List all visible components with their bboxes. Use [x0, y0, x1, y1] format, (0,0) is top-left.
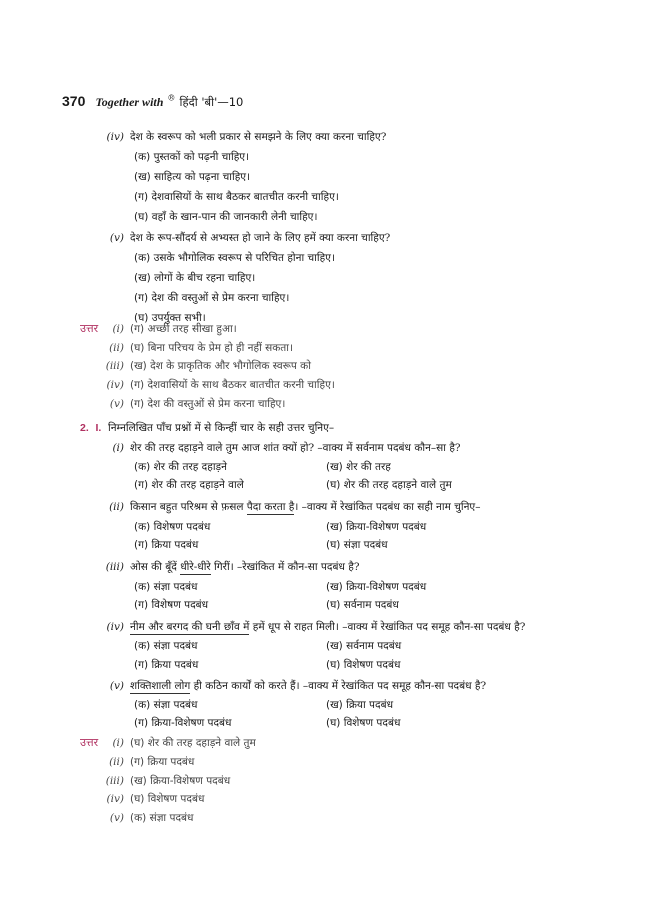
section-instruction: निम्नलिखित पाँच प्रश्नों में से किन्हीं चार के सही उत्तर चुनिए– — [107, 422, 335, 434]
question-2-ii: (ii) किसान बहुत परिश्रम से फ़सल पैदा करता है। –वाक्य में रेखांकित पदबंध का सही नाम चुनिए– — [109, 501, 481, 513]
option: (क) शेर की तरह दहाड़ने — [134, 461, 227, 473]
question-number: (iv) — [106, 131, 124, 143]
question-number: 2. — [80, 422, 89, 434]
option: (ग) देश की वस्तुओं से प्रेम करना चाहिए। — [134, 292, 290, 304]
question-iv — [96, 130, 386, 144]
option: (ग) क्रिया पदबंध — [134, 539, 199, 551]
answer-label: उत्तर — [80, 736, 99, 749]
option: (ख) शेर की तरह — [326, 461, 391, 473]
answer-item: (v) (ग) देश की वस्तुओं से प्रेम करना चाहिए। — [109, 398, 286, 410]
underlined-phrase: पैदा करता है — [246, 501, 295, 513]
option: (क) पुस्तकों को पढ़नी चाहिए। — [134, 151, 250, 163]
answer-item: (iii) (ख) क्रिया-विशेषण पदबंध — [105, 775, 231, 787]
section-roman: I. — [95, 422, 102, 434]
underlined-phrase: नीम और बरगद की घनी छाँव में — [130, 621, 250, 633]
question-text: देश के स्वरूप को भली प्रकार से समझने के लिए क्या करना चाहिए? — [130, 131, 387, 143]
option: (घ) विशेषण पदबंध — [326, 717, 401, 729]
question-text: शेर की तरह दहाड़ने वाले तुम आज शांत क्यों हो? –वाक्य में सर्वनाम पदबंध कौन–सा है? — [130, 442, 461, 454]
option: (घ) विशेषण पदबंध — [326, 659, 401, 671]
answer-item: (ii) (घ) बिना परिचय के प्रेम हो ही नहीं सकता। — [109, 342, 293, 354]
answer-item: (iv) (ग) देशवासियों के साथ बैठकर बातचीत करनी चाहिए। — [106, 379, 335, 391]
question-text: देश के रूप-सौंदर्य से अभ्यस्त हो जाने के लिए हमें क्या करना चाहिए? — [130, 232, 391, 244]
question-2-iv: (iv) नीम और बरगद की घनी छाँव में हमें धूप से राहत मिली। –वाक्य में रेखांकित पद समूह कौन-सा पदबंध है? — [106, 621, 526, 633]
option: (घ) उपर्युक्त सभी। — [134, 312, 206, 324]
option: (ख) लोगों के बीच रहना चाहिए। — [134, 272, 256, 284]
answer-item: (iii) (ख) देश के प्राकृतिक और भौगोलिक स्वरूप को — [105, 360, 311, 372]
option: (ख) क्रिया-विशेषण पदबंध — [326, 521, 427, 533]
option: (क) संज्ञा पदबंध — [134, 581, 198, 593]
option: (ग) शेर की तरह दहाड़ने वाले — [134, 479, 244, 491]
option: (घ) शेर की तरह दहाड़ने वाले तुम — [326, 479, 452, 491]
section-heading — [80, 421, 334, 435]
option: (क) संज्ञा पदबंध — [134, 699, 198, 711]
option: (घ) वहाँ के खान-पान की जानकारी लेनी चाहिए। — [134, 211, 318, 223]
option: (घ) सर्वनाम पदबंध — [326, 599, 399, 611]
option: (ख) साहित्य को पढ़ना चाहिए। — [134, 171, 251, 183]
question-2-iii: (iii) ओस की बूँदें धीरे-धीरे गिरीं। –रेखांकित में कौन-सा पदबंध है? — [105, 561, 360, 573]
answer-item: (iv) (घ) विशेषण पदबंध — [106, 793, 205, 805]
option: (क) संज्ञा पदबंध — [134, 640, 198, 652]
underlined-phrase: धीरे-धीरे — [180, 561, 211, 573]
question-number: (v) — [109, 232, 124, 244]
option: (घ) संज्ञा पदबंध — [326, 539, 388, 551]
answer-item: (ii) (ग) क्रिया पदबंध — [109, 756, 195, 768]
option: (ग) देशवासियों के साथ बैठकर बातचीत करनी चाहिए। — [134, 191, 339, 203]
option: (ग) क्रिया-विशेषण पदबंध — [134, 717, 232, 729]
book-subtitle: हिंदी 'बी'—10 — [179, 95, 244, 109]
registered-mark: ® — [167, 93, 176, 103]
option: (ग) क्रिया पदबंध — [134, 659, 199, 671]
option: (क) विशेषण पदबंध — [134, 521, 211, 533]
question-2-i: (i) शेर की तरह दहाड़ने वाले तुम आज शांत क्यों हो? –वाक्य में सर्वनाम पदबंध कौन–सा है? — [112, 442, 461, 454]
question-v — [96, 231, 390, 245]
option: (क) उसके भौगोलिक स्वरूप से परिचित होना चाहिए। — [134, 252, 335, 264]
answer-item: (i) (ग) अच्छी तरह सीखा हुआ। — [112, 323, 237, 335]
question-2-v: (v) शक्तिशाली लोग ही कठिन कार्यों को करते हैं। –वाक्य में रेखांकित पद समूह कौन-सा पदबंध है? — [109, 680, 487, 692]
answer-item: (i) (घ) शेर की तरह दहाड़ने वाले तुम — [112, 737, 256, 749]
page-header — [62, 93, 243, 110]
brand-name: Together with — [95, 95, 164, 109]
option: (ग) विशेषण पदबंध — [134, 599, 209, 611]
answer-item: (v) (क) संज्ञा पदबंध — [109, 812, 194, 824]
underlined-phrase: शक्तिशाली लोग — [130, 680, 191, 692]
option: (ख) क्रिया-विशेषण पदबंध — [326, 581, 427, 593]
option: (ख) सर्वनाम पदबंध — [326, 640, 402, 652]
option: (ख) क्रिया पदबंध — [326, 699, 394, 711]
page-number: 370 — [62, 93, 86, 109]
answer-label: उत्तर — [80, 322, 99, 335]
